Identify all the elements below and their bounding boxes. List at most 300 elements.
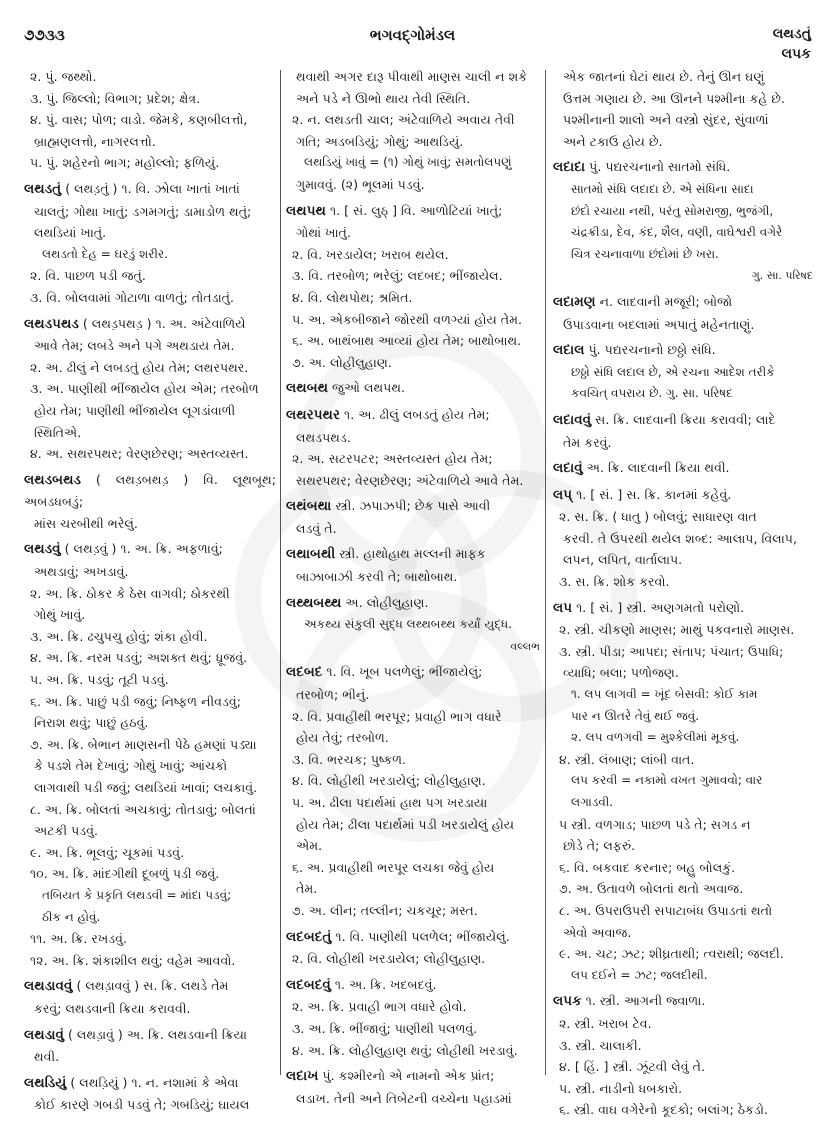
line-text: ચિત્ર રચનાવાળા છંદોમાં છે ખરા. (571, 246, 719, 261)
definition-line (24, 131, 276, 153)
column-divider (280, 70, 281, 1075)
headword: લદબદ (286, 664, 323, 681)
definition-line (553, 571, 813, 593)
line-text: લપન, લપિત, વાર્તાલાપ. (563, 552, 683, 568)
line-text: પું. પદ્યરચનાનો છઠ્ઠો સંધિ. (584, 342, 716, 358)
line-text: ૨. વિ. ખરડાયેલ; ખરાબ થયેલ. (292, 246, 449, 262)
entry-headword-line (286, 974, 540, 997)
definition-line (553, 922, 813, 944)
usage-example (553, 244, 813, 266)
line-text: લથડિયું ખાવું = (૧) ગોથું ખાવું; સમતોલપણું (304, 155, 512, 170)
definition-line (286, 131, 540, 153)
line-text: ગોથું ખાવું. (34, 607, 86, 623)
line-text: ૫. અ. એકબીજાને જોરથી વળગ્યાં હોય તેમ. (292, 311, 523, 327)
definition-line (24, 443, 276, 465)
definition-line (553, 549, 813, 571)
line-text: હોય તેમ; પાણીથી ભીંજાયેલ લૂગડાંવાળી (34, 402, 236, 418)
line-text: ૨. અ. સટરપટર; અસ્તવ્યસ્ત હોય તેમ; (292, 451, 493, 467)
line-text: ઠીક ન હોવું. (42, 909, 101, 924)
entry-headword-line (553, 597, 813, 620)
definition-line (553, 1035, 813, 1057)
definition-line (24, 777, 276, 799)
definition-line (24, 422, 276, 444)
headword: લદબદવું (286, 976, 331, 993)
line-text: ૮. અ. ક્રિ. બોલતાં અચકાવું; તોતડાવું; બોલતાં (30, 801, 256, 817)
definition-line (24, 201, 276, 223)
line-text: લપ દઈને = ઝટ; જલદીથી. (571, 967, 708, 982)
headword: લથડાવું (24, 1026, 64, 1043)
line-text: ૬. વિ. બકવાદ કરનાર; બહુ બોલકું. (559, 859, 736, 875)
line-text: સ્ત્રી. ઝપાઝપી; છેક પાસે આવી (331, 498, 491, 514)
entry-headword-line (553, 409, 813, 432)
definition-line (286, 835, 540, 857)
line-text: અને ટકાઉ હોય છે. (563, 133, 663, 149)
line-text: ૩. અ. પાણીથી ભીંજાયેલ હોય એમ; તરબોળ (30, 381, 259, 397)
definition-line (24, 357, 276, 379)
usage-example (553, 965, 813, 987)
definition-line (553, 506, 813, 528)
definition-line (286, 518, 540, 540)
line-text: ( લથડ઼બથડ઼ ) વિ. લૂથબૂથ; અબડધબડું; (24, 471, 276, 510)
definition-line (24, 335, 276, 357)
definition-line (553, 131, 813, 153)
line-text: સ્થિતિએ. (34, 424, 82, 440)
line-text: અ. લોહીલુહાણ. (341, 594, 429, 610)
entry-headword-line (286, 592, 540, 615)
line-text: ૬. અ. બાથંબાથ આવ્યાં હોય તેમ; બાથોબાથ. (292, 333, 522, 349)
entry-headword-line (24, 975, 276, 998)
line-text: ૪. પું. વાસ; પોળ; વાડો. જેમકે, કણબીલત્તો, (30, 112, 248, 128)
definition-line (24, 734, 276, 756)
headword: લદાદા (553, 159, 586, 176)
line-text: લાગવાથી પડી જવું; લથડિયાં ખાવાં; લચકાવું. (34, 780, 258, 795)
line-text: ૮. અ. ઉપરાઉપરી સપાટાબંધ ઉપાડતાં થતો (559, 902, 773, 918)
line-text: ૧. અ. ઢીલું લબડતું હોય તેમ; (340, 406, 490, 422)
line-text: ૩. અ. ક્રિ. ઢચુપચુ હોવું; શંકા હોવી. (30, 628, 208, 644)
line-text: જુઓ લથપથ. (328, 380, 406, 396)
definition-line (24, 712, 276, 734)
headword: લદાખ (286, 1068, 319, 1085)
definition-line (553, 314, 813, 336)
definition-line (553, 814, 813, 836)
line-text: ૧. અ. ક્રિ. ખદબદવું. (330, 976, 437, 992)
line-text: તેમ કરવું. (563, 434, 612, 450)
line-text: ( લથડ઼તું ) ૧. વિ. ઝોલા ખાતાં ખાતાં (61, 180, 240, 196)
headword: લથડબથડ (24, 471, 81, 488)
definition-line (286, 265, 540, 287)
line-text: ૨. વિ. લોહીથી ખરડાયેલ; લોહીલુહાણ. (292, 951, 486, 967)
line-text: એક જાતનાં ઘેટાં થાય છે. તેનું ઊન ઘણું (563, 69, 765, 84)
line-text: ( લથડ઼પથડ઼ ) ૧. અ. અંટેવાળિયે (78, 315, 246, 331)
definition-line (553, 619, 813, 641)
line-text: લડવું તે. (296, 520, 337, 536)
line-text: કવચિત્ વપરાય છે. ગુ. સા. પરિષદ (571, 386, 733, 401)
entry-headword-line (286, 377, 540, 400)
definition-line (286, 706, 540, 728)
headword: લદામણ (553, 293, 596, 310)
definition-line (553, 66, 813, 88)
definition-line (24, 109, 276, 131)
definition-line (553, 878, 813, 900)
column-left (24, 66, 276, 1113)
definition-line (553, 88, 813, 110)
dictionary-columns (0, 66, 825, 1118)
definition-line (286, 749, 540, 771)
entry-headword-line (286, 543, 540, 566)
definition-line (553, 528, 813, 550)
usage-example (553, 383, 813, 405)
line-text: ગતિ; અડબડિયું; ગોથું; આથડિયું. (296, 133, 464, 149)
definition-line (24, 691, 276, 713)
definition-line (286, 427, 540, 449)
definition-line (24, 583, 276, 605)
usage-example (553, 222, 813, 244)
headword: લથ્થબથ્થ (286, 594, 342, 611)
definition-line (24, 287, 276, 309)
line-text: ૭. અ. લીન; તલ્લીન; ચકચૂર; મસ્ત. (292, 902, 478, 918)
definition-line (286, 684, 540, 706)
definition-line (286, 792, 540, 814)
line-text: કરવું; લથડવાની ક્રિયા કરાવવી. (34, 1000, 191, 1016)
definition-line (24, 152, 276, 174)
line-text: સ્ત્રી. હાથોહાથ મલ્લની માફક (335, 546, 486, 562)
line-text: ૫ સ્ત્રી. વળગાડ; પાછળ પડે તે; સગડ ન (559, 816, 751, 832)
definition-line (553, 835, 813, 857)
line-text: ૪. અ. ક્રિ. લોહીલુહાણ થવું; લોહીથી ખરડાવું. (292, 1042, 518, 1058)
line-text: થવાથી અગર દારૂ પીવાથી માણસ ચાલી ન શકે (296, 69, 528, 84)
page-header (0, 0, 825, 60)
line-text: ૭. અ. ઉતાવળે બોલતાં થતો અવાજ. (559, 881, 744, 897)
definition-line (286, 109, 540, 131)
line-text: ચાલતું; ગોથા ખાતું; ડગમગતું; ડામાડોળ થતું; (34, 203, 252, 219)
line-text: ૨. સ્ત્રી. ખરાબ ટેવ. (559, 1015, 652, 1031)
line-text: ૪. વિ. લોહીથી ખરડાયેલું; લોહીલુહાણ. (292, 773, 486, 789)
definition-line (24, 928, 276, 950)
headword: લપ્ (553, 486, 573, 503)
entry-headword-line (553, 990, 813, 1013)
headword: લથડાવવું (24, 978, 73, 995)
definition-line (286, 448, 540, 470)
entry-headword-line (24, 1072, 276, 1095)
line-text: ૫. સ્ત્રી. નાડીનો ધબકારો. (559, 1080, 683, 1096)
citation-source (553, 265, 813, 287)
headword: લપ (553, 599, 573, 616)
line-text: ૯. અ. ચટ; ઝટ; શીઘ્રતાથી; ત્વરાથી; જલદી. (559, 946, 784, 962)
line-text: ગુ. સા. પરિષદ (751, 269, 813, 283)
definition-line (286, 948, 540, 970)
column-right (553, 66, 813, 1118)
entry-headword-line (286, 926, 540, 949)
usage-example (24, 885, 276, 907)
line-text: તબિયત કે પ્રકૃતિ લથડવી = માંદા પડવું; (42, 887, 232, 902)
line-text: ૩. પું. જિલ્લો; વિભાગ; પ્રદેશ; ક્ષેત્ર. (30, 90, 201, 106)
entry-headword-line (553, 484, 813, 507)
entry-headword-line (553, 291, 813, 314)
definition-line (24, 1094, 276, 1116)
entry-headword-line (24, 313, 276, 336)
headword: લદાવું (553, 460, 583, 477)
line-text: ૨. અ. ક્રિ. ઠોકર કે ઠેસ વાગવી; ઠોકરથી (30, 585, 230, 601)
line-text: ૨. વિ. પાછળ પડી જતું. (30, 268, 146, 284)
usage-example (286, 614, 540, 636)
definition-line (286, 309, 540, 331)
definition-line (24, 88, 276, 110)
entry-headword-line (24, 1024, 276, 1047)
line-text: લપ કરવી = નકામો વખત ગુમાવવો; વાર (571, 773, 763, 788)
line-text: અથડાવું; અખડાવું. (34, 564, 129, 580)
definition-line (553, 1078, 813, 1100)
line-text: પશ્મીનાની શાલો અને વસ્ત્રો સુંદર, સુંવાળાં (563, 112, 769, 128)
column-middle (286, 66, 540, 1106)
line-text: છંદો રચાયા નથી, પરંતુ સોમરાજી, ભુજંગી, (571, 203, 774, 218)
line-text: કે પડશે તેમ દેખાવું; ગોથું ખાવું; આંચકો (34, 758, 228, 774)
definition-line (24, 820, 276, 842)
definition-line (24, 1046, 276, 1068)
line-text: ૧. વિ. પાણીથી પલળેલ; ભીંજાયેલું. (331, 928, 510, 944)
headword: લથડપથડ (24, 315, 79, 332)
entry-headword-line (24, 469, 276, 513)
headword: લથડવું (24, 541, 61, 558)
line-text: ૨. અ. ક્રિ. પ્રવાહી ભાગ વધારે હોવો. (292, 999, 467, 1015)
definition-line (286, 352, 540, 374)
line-text: માંસ ચરબીથી ભરેલું. (34, 515, 138, 531)
definition-line (24, 265, 276, 287)
line-text: ૫. અ. ક્રિ. પડવું; તૂટી પડવું. (30, 672, 169, 688)
line-text: ૧. સ્ત્રી. આગની જ્વાળા. (581, 993, 706, 1009)
line-text: હોય તેવું; તરબોળ. (296, 730, 389, 746)
line-text: તેમ. (296, 881, 318, 897)
line-text: ૨. સ્ત્રી. ચીકણો માણસ; માથું પકવનારો માણસ. (559, 622, 795, 638)
line-text: ૯. અ. ક્રિ. ભૂલવું; ચૂકમાં પડવું. (30, 844, 185, 860)
definition-line (286, 174, 540, 196)
line-text: લથડતો દેહ = ઘરડું શરીર. (42, 246, 168, 261)
headword: લદબદતું (286, 928, 332, 945)
line-text: અ. ક્રિ. લાદવાની ક્રિયા થવી. (582, 460, 730, 476)
line-text: ૨. અ. ઢીલું ને લબડતું હોય તેમ; લથરપથર. (30, 359, 249, 375)
definition-line (286, 857, 540, 879)
line-text: ૭. અ. ક્રિ. બેભાન માણસની પેઠે હમણાં પડ્યા (30, 736, 257, 752)
line-text: ૩. સ. ક્રિ. શોક કરવો. (559, 574, 670, 590)
entry-headword-line (24, 178, 276, 201)
line-text: પું. પદ્યરચનાનો સાતમો સંધિ. (585, 159, 731, 175)
definition-line (24, 863, 276, 885)
line-text: ૨. પું. જથ્થો. (30, 69, 97, 84)
line-text: સથરપથર; વેરણછેરણ; અંટેવાળિયે આવે તેમ. (296, 472, 524, 488)
line-text: છઠ્ઠો સંધિ લદાલ છે, એ રચના આદેશ તરીકે (571, 364, 775, 379)
entry-headword-line (553, 457, 813, 480)
line-text: ૫. અ. ઢીલા પદાર્થમાં હાથ પગ ખરડાયા (292, 795, 488, 810)
line-text: ( લથડ઼ાવું ) અ. ક્રિ. લથડવાની ક્રિયા (63, 1026, 248, 1042)
usage-example (24, 244, 276, 266)
definition-line (24, 998, 276, 1020)
line-text: ૩. સ્ત્રી. પીડા; આપદા; સંતાપ; પંચાત; ઉપાધિ; (559, 643, 784, 659)
line-text: ૧. [ સં. લુઠ્ ] વિ. આળોટિયાં ખાતું; (325, 202, 503, 218)
definition-line (286, 900, 540, 922)
definition-line (286, 287, 540, 309)
line-text: પાર ન ઊતરે તેવું થઈ જવું. (571, 708, 700, 723)
headword: લથાબથી (286, 546, 336, 563)
entry-headword-line (286, 1065, 540, 1088)
line-text: બ્રાહ્મણલત્તો, નાગરલત્તો. (34, 133, 156, 149)
line-text: ૩. વિ. બોલવામાં ગોટાળા વાળતું; તોતડાતું. (30, 289, 235, 305)
definition-line (553, 749, 813, 771)
line-text: ૬. અ. પ્રવાહીથી ભરપૂર લચકા જેવું હોય (292, 859, 495, 875)
line-text: ( લથડ઼િયું ) ૧. ન. નશામાં કે એવા (66, 1074, 239, 1090)
headword: લથડિયું (24, 1074, 67, 1091)
entry-headword-line (553, 156, 813, 179)
definition-line (24, 513, 276, 535)
line-text: ઉત્તમ ગણાય છે. આ ઊનને પશ્મીના કહે છે. (563, 90, 786, 106)
line-text: અકથ્ય સંકુલી સુદ્ધ લથ્થબથ્થ કર્યાં યુદ્ધ. (304, 617, 512, 632)
definition-line (286, 566, 540, 588)
usage-example (553, 684, 813, 706)
definition-line (286, 330, 540, 352)
definition-line (24, 950, 276, 972)
line-text: લથડિયાં ખાતું. (34, 225, 107, 241)
definition-line (24, 799, 276, 821)
line-text: અટકી પડવું. (34, 823, 99, 839)
headword: લથબથ (286, 380, 329, 397)
line-text: આવે તેમ; લબડે અને પગે અથડાય તેમ. (34, 338, 235, 354)
page-number: ૭૭૩૩ (24, 26, 65, 44)
line-text: છોડે તે; લફરું. (563, 838, 636, 854)
entry-headword-line (286, 404, 540, 427)
line-text: કોઈ કારણે ગબડી પડવું તે; ગબડિયું; ઘાયલ (34, 1097, 250, 1113)
line-text: સ. ક્રિ. લાદવાની ક્રિયા કરાવવી; લાદે (591, 411, 776, 427)
definition-line (553, 662, 813, 684)
line-text: ૧૨. અ. ક્રિ. શંકાશીલ થવું; વહેમ આવવો. (30, 952, 236, 968)
usage-example (553, 179, 813, 201)
line-text: તરબોળ; ભીનું. (296, 687, 370, 703)
line-text: ૧. [ સં. ] સ. ક્રિ. કાનમાં કહેવું. (572, 486, 732, 502)
definition-line (286, 727, 540, 749)
definition-line (286, 222, 540, 244)
line-text: ૩. સ્ત્રી. ચાલાકી. (559, 1037, 642, 1053)
definition-line (553, 641, 813, 663)
line-text: ૭. અ. લોહીલુહાણ. (292, 354, 392, 370)
definition-line (24, 669, 276, 691)
definition-line (24, 222, 276, 244)
line-text: ( લથડ઼ાવવું ) સ. ક્રિ. લથડે તેમ (72, 978, 229, 994)
definition-line (286, 88, 540, 110)
line-text: ૩. વિ. તરબોળ; ભરેલું; લદબદ; ભીંજાયેલ. (292, 268, 503, 284)
definition-line (553, 432, 813, 454)
usage-example (553, 792, 813, 814)
headword: લથપથ (286, 202, 326, 219)
line-text: ૪. અ. ક્રિ. નરમ પડવું; અશક્ત થવું; ધ્રૂજવું. (30, 650, 248, 666)
usage-example (553, 770, 813, 792)
line-text: ૩. અ. ક્રિ. ભીંજાવું; પાણીથી પલળવું. (292, 1020, 478, 1036)
definition-line (24, 561, 276, 583)
definition-line (286, 996, 540, 1018)
definition-line (553, 900, 813, 922)
line-text: નિરાશ થવું; પાછું હઠવું. (34, 715, 149, 731)
line-text: અને પડે ને ઊભો થાય તેવી સ્થિતિ. (296, 90, 471, 106)
line-text: ૨. સ. ક્રિ. ( ધાતુ ) બોલવું; સાધારણ વાત (559, 509, 757, 525)
definition-line (24, 842, 276, 864)
line-text: ૪. સ્ત્રી. લંબાણ; લાંબી વાત. (559, 751, 695, 767)
definition-line (286, 770, 540, 792)
line-text: એવો અવાજ. (563, 924, 632, 940)
definition-line (24, 66, 276, 88)
line-text: ૧. વિ. ખૂબ પલળેલું; ભીંજાયેલું; (322, 664, 483, 680)
definition-line (286, 66, 540, 88)
entry-headword-line (286, 495, 540, 518)
usage-example (553, 727, 813, 749)
guide-words (773, 24, 811, 64)
line-text: ૧. લપ લાગવી = ખૂંદ બેસવી: કોઈ કામ (571, 687, 758, 702)
line-text: ૩. વિ. ભરચક; પુષ્કળ. (292, 751, 407, 767)
usage-example (553, 706, 813, 728)
definition-line (553, 109, 813, 131)
line-text: ૫. પું. શહેરનો ભાગ; મહોલ્લો; ફળિયું. (30, 155, 220, 171)
definition-line (24, 755, 276, 777)
line-text: ચંદ્રક્રીડા, દેવ, કંદ, શૈલ, વણી, વાઘેશ્વરી વગેરે (571, 225, 783, 240)
line-text: ૧. [ સં. ] સ્ત્રી. અણગમતો પરોણો. (572, 599, 745, 615)
line-text: ૨. લપ વળગવી = મુશ્કેલીમાં મૂકવું. (571, 730, 740, 745)
definition-line (286, 470, 540, 492)
line-text: થવી. (34, 1049, 60, 1065)
definition-line (24, 378, 276, 400)
definition-line (553, 1056, 813, 1078)
entry-headword-line (286, 200, 540, 223)
entry-headword-line (286, 661, 540, 684)
headword: લથંબથા (286, 498, 332, 515)
definition-line (553, 1099, 813, 1121)
running-title: ભગવદ્ગોમંડલ (369, 26, 456, 44)
usage-example (553, 362, 813, 384)
line-text: હોય તેમ; ઢીલા પદાર્થમાં પડી ખરડાયેલું હોય (296, 816, 515, 832)
definition-line (24, 400, 276, 422)
guide-word-last: લપક (781, 46, 811, 62)
line-text: ઉપાડવાના બદલામાં અપાતું મહેનતાણું. (563, 316, 755, 332)
line-text: લથડપથડ. (296, 429, 351, 445)
line-text: ૧૧. અ. ક્રિ. રખડવું. (30, 931, 128, 947)
line-text: સાતમો સંધિ લદાદા છે. એ સંધિના સાદા (571, 181, 754, 196)
line-text: ૨. ન. લથડતી ચાલ; અંટેવાળિયે અવાય તેવી (292, 112, 515, 128)
line-text: ૨. વિ. પ્રવાહીથી ભરપૂર; પ્રવાહી ભાગ વધારે (292, 708, 502, 724)
line-text: બાઝાબાઝી કરવી તે; બાથોબાથ. (296, 569, 458, 585)
line-text: ( લથડ઼વું ) ૧. અ. ક્રિ. અફળાવું; (60, 541, 223, 557)
line-text: લગાડવી. (571, 795, 614, 809)
definition-line (286, 244, 540, 266)
usage-example (24, 907, 276, 929)
citation-source (286, 636, 540, 658)
usage-example (553, 201, 813, 223)
line-text: એમ. (296, 838, 323, 854)
headword: લથડતું (24, 180, 62, 197)
definition-line (286, 1088, 540, 1110)
line-text: ૬. અ. ક્રિ. પાછું પડી જવું; નિષ્ફળ નીવડવું; (30, 693, 241, 709)
definition-line (286, 878, 540, 900)
definition-line (24, 626, 276, 648)
definition-line (553, 943, 813, 965)
line-text: ન. લાદવાની મજૂરી; બોજો (595, 293, 733, 309)
line-text: ગુમાવવું. (૨) ભૂલમાં પડવું. (296, 176, 425, 192)
guide-word-first: લથડતું (772, 26, 811, 42)
headword: લથરપથર (286, 406, 341, 423)
line-text: કરવી. તે ઉપરથી થયેલ શબ્દ: આલાપ, વિલાપ, (563, 530, 797, 546)
definition-line (24, 604, 276, 626)
definition-line (553, 857, 813, 879)
definition-line (553, 1013, 813, 1035)
definition-line (286, 1018, 540, 1040)
line-text: ૬. સ્ત્રી. વાઘ વગેરેનો કૂદકો; બલાંગ; ઠેકડો. (559, 1102, 768, 1118)
line-text: ૧૦. અ. ક્રિ. માંદગીથી દૂબળું પડી જવું. (30, 866, 220, 882)
column-divider (545, 70, 546, 1075)
line-text: વ્યાધિ; બલા; પળોજણ. (563, 665, 679, 681)
line-text: લડાખ. તેની અને તિબેટની વચ્ચેના પહાડમાં (296, 1090, 512, 1106)
